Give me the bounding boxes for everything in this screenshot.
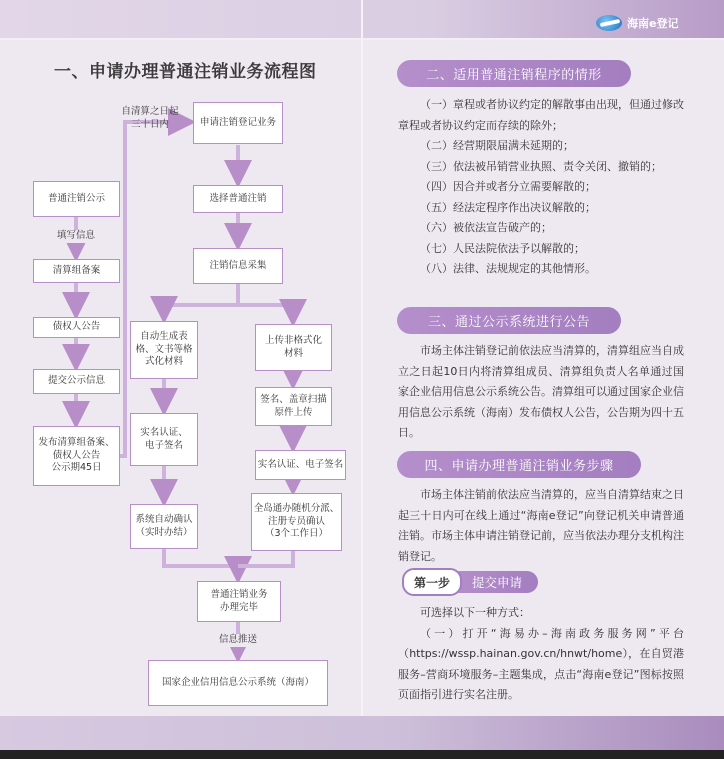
section2-item: （二）经营期限届满未延期的； bbox=[420, 139, 574, 152]
section2-item: （三）依法被吊销营业执照、责令关闭、撤销的； bbox=[420, 159, 662, 173]
flow-publish-box: 发布清算组备案、 债权人公告 公示期45日 bbox=[33, 426, 120, 486]
fill-label: 填写信息 bbox=[48, 230, 104, 243]
flow-upload-box: 上传非格式化 材料 bbox=[255, 324, 332, 371]
brand-logo-icon bbox=[596, 15, 622, 31]
bottom-strip bbox=[0, 750, 724, 759]
section2-item: （六）被依法宣告破产的； bbox=[420, 221, 552, 234]
flow-choose-box: 选择普通注销 bbox=[193, 185, 283, 213]
bottom-band bbox=[0, 716, 724, 750]
flow-liq-filing-box: 清算组备案 bbox=[33, 259, 120, 283]
section4-text: 市场主体注销前依法应当清算的，应当自清算结束之日起三十日内可在线上通过“海南e登记”向登记机关申请普通注销。市场主体申请注销登记前，应当依法办理分支机构注销登记。 bbox=[398, 488, 684, 563]
flow-collect-box: 注销信息采集 bbox=[193, 248, 283, 284]
section2-title: 二、适用普通注销程序的情形 bbox=[397, 60, 631, 87]
flow-island-review-box: 全岛通办随机分派、 注册专员确认 （3个工作日） bbox=[251, 493, 342, 551]
section2-item: （一）章程或者协议约定的解散事由出现，但通过修改章程或者协议约定而存续的除外； bbox=[398, 98, 684, 132]
flow-auto-confirm-box: 系统自动确认 （实时办结） bbox=[130, 504, 198, 549]
brand-logo bbox=[596, 13, 678, 33]
deadline-note: 自清算之日起 三十日内 bbox=[121, 106, 179, 130]
step1-intro: 可选择以下一种方式： bbox=[420, 606, 530, 619]
flow-gsxt-box: 国家企业信用信息公示系统（海南） bbox=[148, 660, 328, 706]
section2-item: （五）经法定程序作出决议解散的； bbox=[420, 200, 596, 214]
section2-list bbox=[398, 95, 684, 280]
flowchart-title: 一、申请办理普通注销业务流程图 bbox=[54, 62, 317, 82]
section2-item: （八）法律、法规规定的其他情形。 bbox=[420, 262, 596, 275]
flow-creditor-box: 债权人公告 bbox=[33, 317, 120, 338]
step1-header bbox=[402, 569, 562, 595]
brand-logo-text: 海南e登记 bbox=[627, 17, 679, 30]
push-label: 信息推送 bbox=[206, 634, 270, 647]
step1-text: （一）打开“海易办–海南政务服务网”平台（https://wssp.hainan.gov.cn/hnwt/home），在自贸港服务–营商环境服务–主题集成，点击“海南e登记”图标按照页面指引进行实名注册。 bbox=[398, 626, 684, 701]
step1-text-wrap bbox=[398, 603, 684, 706]
flow-submit-box: 提交公示信息 bbox=[33, 369, 120, 394]
flow-realname-right-box: 实名认证、电子签名 bbox=[255, 450, 346, 480]
section2-item: （四）因合并或者分立需要解散的； bbox=[420, 180, 596, 193]
section3-text: 市场主体注销登记前依法应当清算的，清算组应当自成立之日起10日内将清算组成员、清算组负责人名单通过国家企业信用信息公示系统公告。清算组可以通过国家企业信用信息公示系统（海南）发布债权人公告，公告期为四十五日。 bbox=[398, 344, 684, 439]
section3-text-wrap bbox=[398, 341, 684, 444]
flow-sign-seal-box: 签名、盖章扫描 原件上传 bbox=[255, 387, 332, 426]
flow-apply-box: 申请注销登记业务 bbox=[193, 102, 283, 144]
step1-label: 提交申请 bbox=[450, 571, 538, 593]
step1-badge: 第一步 bbox=[402, 568, 462, 596]
flow-complete-box: 普通注销业务 办理完毕 bbox=[197, 581, 281, 622]
section2-item: （七）人民法院依法予以解散的； bbox=[420, 241, 585, 255]
flow-auto-form-box: 自动生成表 格、文书等格 式化材料 bbox=[130, 321, 198, 379]
section3-title: 三、通过公示系统进行公告 bbox=[397, 307, 621, 334]
flow-notice-box: 普通注销公示 bbox=[33, 181, 120, 217]
section4-text-wrap bbox=[398, 485, 684, 567]
flow-realname-left-box: 实名认证、 电子签名 bbox=[130, 413, 198, 466]
section4-title: 四、申请办理普通注销业务步骤 bbox=[397, 451, 641, 478]
